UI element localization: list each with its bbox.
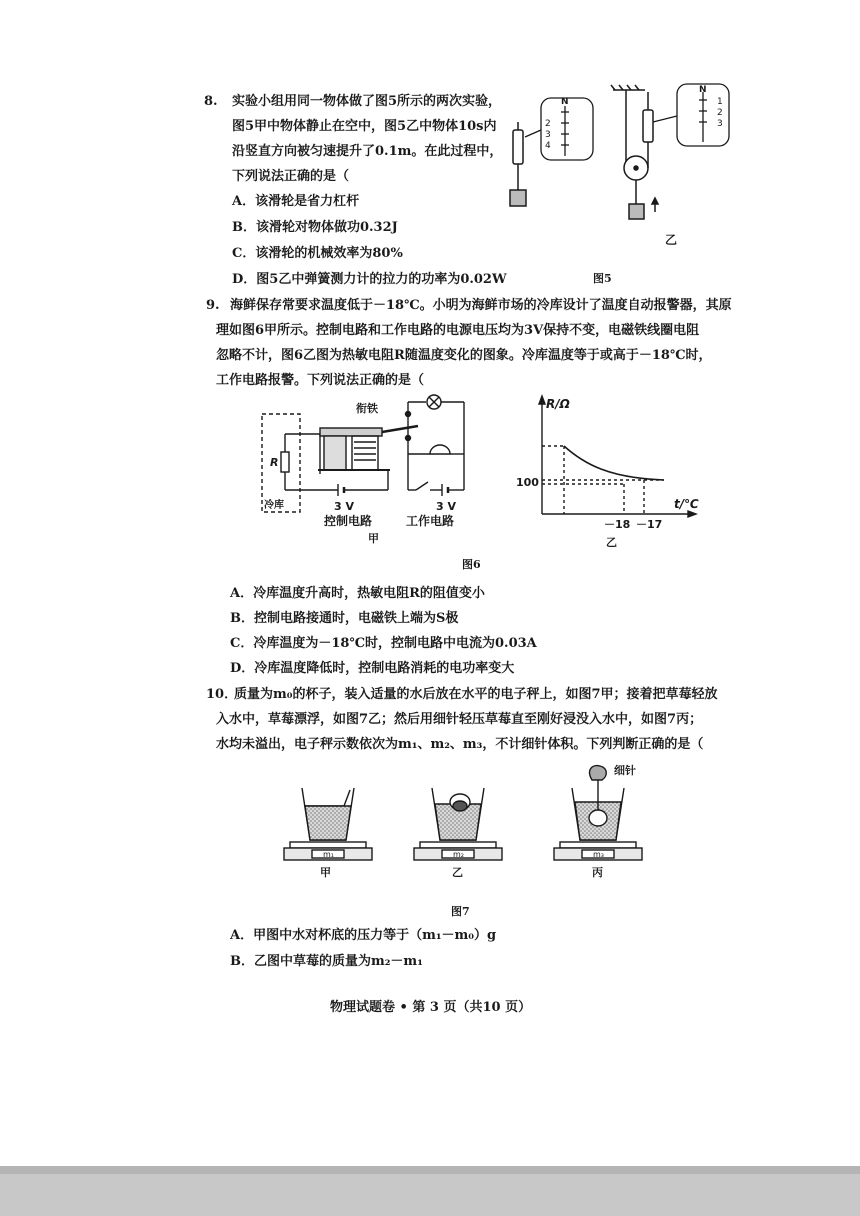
q9-line-4: 工作电路报警。下列说法正确的是（ [216, 373, 425, 388]
scale-m2: m₂ [453, 850, 464, 859]
fig7-label-jia: 甲 [320, 866, 331, 879]
fig5-label-yi: 乙 [665, 233, 678, 247]
figure-6-circuit [258, 394, 478, 544]
figure-5 [505, 82, 745, 282]
graph-y-tick-100: 100 [516, 476, 539, 489]
needle-label: 细针 [614, 764, 636, 777]
q10-line-2: 入水中，草莓漂浮，如图7乙；然后用细针轻压草莓直至刚好浸没入水中，如图7丙； [216, 712, 703, 727]
q8-option-a: A．该滑轮是省力杠杆 [232, 194, 360, 209]
q9-line-3: 忽略不计，图6乙图为热敏电阻R随温度变化的图象。冷库温度等于或高于－18℃时， [216, 348, 712, 363]
q8-number: 8. [204, 94, 218, 109]
q8-option-d: D．图5乙中弹簧测力计的拉力的功率为0.02W [232, 272, 507, 287]
work-circuit-label: 工作电路 [406, 514, 455, 528]
graph-curve [564, 446, 664, 480]
page-footer: 物理试题卷 • 第 3 页（共10 页） [330, 1000, 532, 1015]
figure-6-graph [514, 394, 714, 554]
q8-line-3: 沿竖直方向被匀速提升了0.1m。在此过程中， [232, 144, 503, 159]
q10-option-a: A．甲图中水对杯底的压力等于（m₁－m₀）g [230, 928, 497, 943]
tick-right-3: 3 [717, 119, 723, 129]
q8-line-1: 实验小组用同一物体做了图5所示的两次实验， [232, 94, 502, 109]
q9-option-c: C．冷库温度为－18℃时，控制电路中电流为0.03A [230, 636, 537, 651]
scale-callout-left [525, 98, 593, 160]
cold-room-label: 冷库 [264, 500, 284, 511]
q8-line-4: 下列说法正确的是（ [232, 169, 350, 184]
q9-line-2: 理如图6甲所示。控制电路和工作电路的电源电压均为3V保持不变，电磁铁线圈电阻 [216, 323, 700, 338]
graph-xlabel: t/℃ [674, 497, 699, 511]
fig6-label-jia: 甲 [368, 532, 379, 545]
q9-number: 9. [206, 298, 220, 313]
scale-m3: m₃ [593, 850, 604, 859]
bottom-bar-edge [0, 1166, 860, 1174]
spring-scale-left [510, 122, 526, 206]
graph-ylabel: R/Ω [546, 397, 570, 411]
graph-x-tick-17: －17 [636, 518, 663, 531]
scale-unit-left: N [561, 97, 569, 107]
q9-option-d: D．冷库温度降低时，控制电路消耗的电功率变大 [230, 661, 515, 676]
control-circuit-label: 控制电路 [324, 514, 373, 528]
q9-option-a: A．冷库温度升高时，热敏电阻R的阻值变小 [230, 586, 485, 601]
control-voltage: 3 V [334, 500, 354, 513]
q10-line-3: 水均未溢出，电子秤示数依次为m₁、m₂、m₃，不计细针体积。下列判断正确的是（ [216, 737, 704, 752]
tick-right-1: 1 [717, 97, 723, 107]
fig7-caption: 图7 [451, 905, 470, 918]
scale-unit-right: N [699, 85, 707, 95]
pulley-setup [611, 85, 658, 219]
fig6-label-yi: 乙 [606, 536, 617, 549]
q8-option-b: B．该滑轮对物体做功0.32J [232, 220, 398, 235]
fig6-caption: 图6 [462, 558, 481, 571]
figure-7 [280, 762, 650, 882]
scale-m1: m₁ [323, 850, 334, 859]
fig7-label-yi: 乙 [452, 866, 463, 879]
q8-option-c: C．该滑轮的机械效率为80% [232, 246, 403, 261]
fig5-caption: 图5 [593, 272, 612, 285]
bottom-gray-bar [0, 1166, 860, 1216]
tick-right-2: 2 [717, 108, 723, 118]
armature-label: 衔铁 [356, 402, 378, 415]
tick-left-2: 2 [545, 119, 551, 129]
q9-option-b: B．控制电路接通时，电磁铁上端为S极 [230, 611, 459, 626]
q10-line-1: 质量为m₀的杯子，装入适量的水后放在水平的电子秤上，如图7甲；接着把草莓轻放 [234, 687, 718, 702]
tick-left-4: 4 [545, 141, 551, 151]
fig7-label-bing: 丙 [592, 866, 603, 879]
q10-option-b: B．乙图中草莓的质量为m₂－m₁ [230, 954, 423, 969]
q9-line-1: 海鲜保存常要求温度低于－18℃。小明为海鲜市场的冷库设计了温度自动报警器，其原 [230, 298, 732, 313]
cup-bing [554, 766, 642, 860]
resistor-label: R [270, 456, 279, 469]
q8-line-2: 图5甲中物体静止在空中，图5乙中物体10s内 [232, 119, 497, 134]
q10-number: 10． [206, 687, 238, 702]
work-voltage: 3 V [436, 500, 456, 513]
graph-x-tick-18: －18 [604, 518, 631, 531]
tick-left-3: 3 [545, 130, 551, 140]
